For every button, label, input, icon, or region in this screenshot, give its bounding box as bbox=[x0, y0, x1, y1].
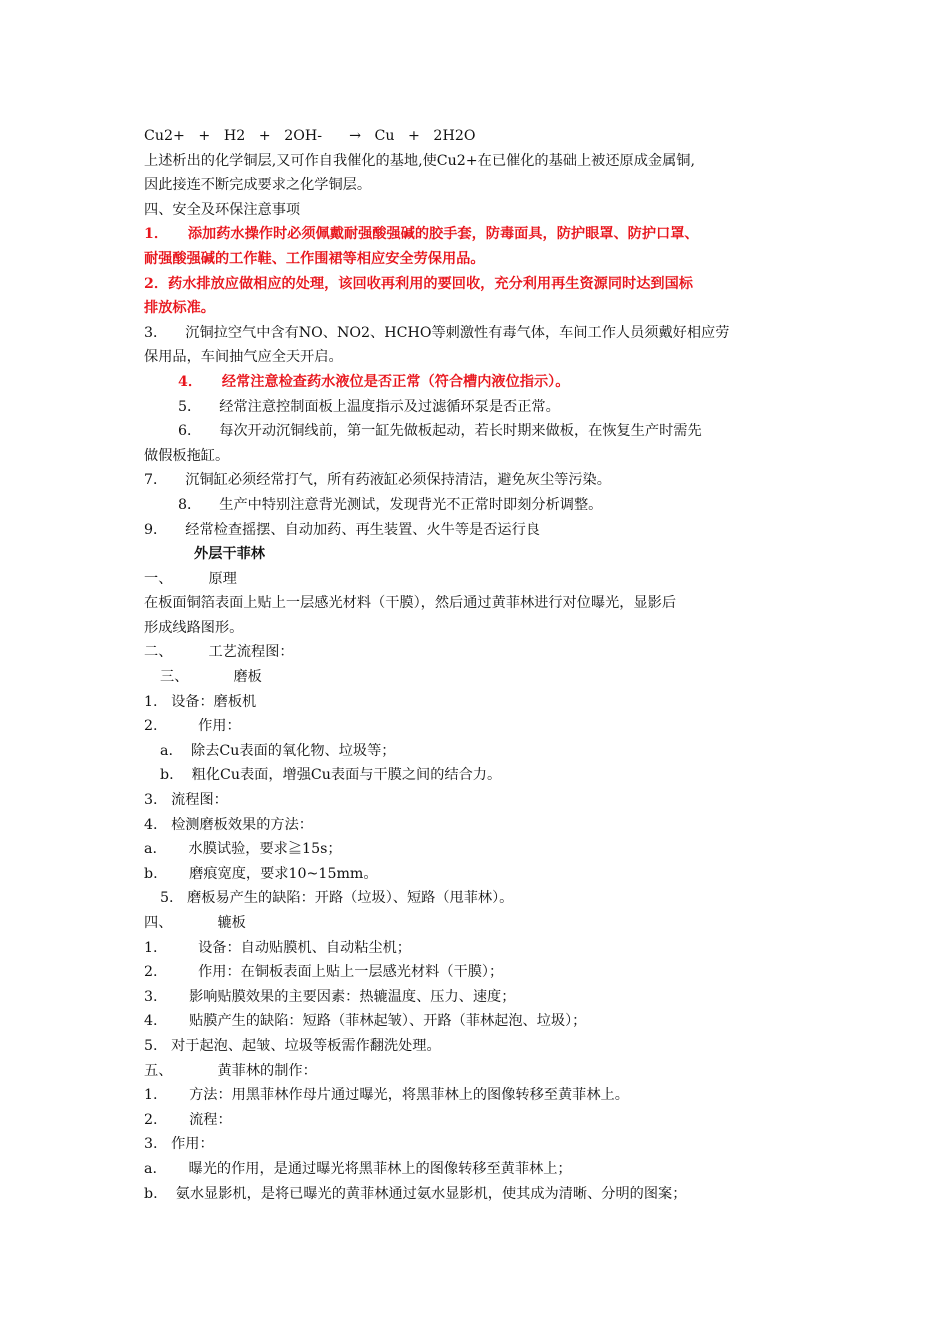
text-line: b. 粗化Cu表面，增强Cu表面与干膜之间的结合力。 bbox=[160, 767, 502, 784]
text-line: 4． 经常注意检查药水液位是否正常（符合槽内液位指示）。 bbox=[178, 373, 570, 390]
text-line: 形成线路图形。 bbox=[144, 619, 244, 636]
text-line: 3． 沉铜拉空气中含有NO、NO2、HCHO等刺激性有毒气体，车间工作人员须戴好相应劳 bbox=[144, 324, 730, 341]
text-line: 保用品，车间抽气应全天开启。 bbox=[144, 349, 343, 366]
text-line: 5． 经常注意控制面板上温度指示及过滤循环泵是否正常。 bbox=[178, 398, 560, 415]
text-line: 因此接连不断完成要求之化学铜层。 bbox=[144, 177, 372, 194]
text-line: 7． 沉铜缸必须经常打气，所有药液缸必须保持清洁，避免灰尘等污染。 bbox=[144, 472, 611, 489]
text-line: 2. 流程： bbox=[144, 1111, 232, 1128]
text-line: Cu2+ + H2 + 2OH- → Cu + 2H2O bbox=[144, 128, 476, 144]
text-line: 2．药水排放应做相应的处理，该回收再利用的要回收，充分利用再生资源同时达到国标 bbox=[144, 275, 693, 292]
text-line: 8． 生产中特别注意背光测试，发现背光不正常时即刻分析调整。 bbox=[178, 496, 603, 513]
text-line: 耐强酸强碱的工作鞋、工作围裙等相应安全劳保用品。 bbox=[144, 250, 485, 267]
text-line: 3. 流程图： bbox=[144, 792, 228, 809]
text-line: 二、 工艺流程图： bbox=[144, 644, 294, 661]
document-body bbox=[144, 124, 804, 1206]
section-heading: 外层干菲林 bbox=[194, 546, 265, 563]
text-line: 4. 贴膜产生的缺陷：短路（菲林起皱）、开路（菲林起泡、垃圾）； bbox=[144, 1013, 587, 1030]
text-line: 在板面铜箔表面上贴上一层感光材料（干膜），然后通过黄菲林进行对位曝光，显影后 bbox=[144, 595, 677, 612]
text-line: 1. 方法：用黑菲林作母片通过曝光，将黑菲林上的图像转移至黄菲林上。 bbox=[144, 1087, 629, 1104]
text-line: a. 曝光的作用，是通过曝光将黑菲林上的图像转移至黄菲林上； bbox=[144, 1160, 572, 1177]
text-line: 3. 影响贴膜效果的主要因素：热辘温度、压力、速度； bbox=[144, 988, 516, 1005]
text-line: a. 水膜试验，要求≧15s； bbox=[144, 841, 342, 858]
text-line: b. 氨水显影机，是将已曝光的黄菲林通过氨水显影机，使其成为清晰、分明的图案； bbox=[144, 1185, 687, 1202]
text-line: 一、 原理 bbox=[144, 570, 237, 587]
text-line: b. 磨痕宽度，要求10~15mm。 bbox=[144, 865, 378, 882]
text-line: 三、 磨板 bbox=[160, 669, 262, 686]
text-line: 四、安全及环保注意事项 bbox=[144, 201, 301, 218]
text-line: 1. 设备：磨板机 bbox=[144, 693, 257, 710]
text-line: 做假板拖缸。 bbox=[144, 447, 230, 464]
text-line: 2. 作用： bbox=[144, 718, 241, 735]
text-line: 五、 黄菲林的制作： bbox=[144, 1062, 317, 1079]
text-line: 四、 辘板 bbox=[144, 915, 246, 931]
text-line: 上述析出的化学铜层,又可作自我催化的基地,使Cu2+在已催化的基础上被还原成金属铜, bbox=[144, 152, 696, 169]
text-line: 4. 检测磨板效果的方法： bbox=[144, 816, 313, 833]
text-line: 5. 对于起泡、起皱、垃圾等板需作翻洗处理。 bbox=[144, 1037, 441, 1054]
text-line: 排放标准。 bbox=[144, 300, 215, 317]
text-line: 9． 经常检查摇摆、自动加药、再生装置、火牛等是否运行良 bbox=[144, 521, 540, 538]
text-line: 2. 作用：在铜板表面上贴上一层感光材料（干膜）； bbox=[144, 964, 504, 981]
text-line: 5. 磨板易产生的缺陷：开路（垃圾）、短路（甩菲林）。 bbox=[160, 890, 514, 907]
text-line: 1. 设备：自动贴膜机、自动粘尘机； bbox=[144, 939, 411, 956]
text-line: a. 除去Cu表面的氧化物、垃圾等； bbox=[160, 742, 396, 759]
text-line: 1． 添加药水操作时必须佩戴耐强酸强碱的胶手套，防毒面具，防护眼罩、防护口罩、 bbox=[144, 226, 699, 243]
text-line: 3. 作用： bbox=[144, 1136, 214, 1153]
text-line: 6． 每次开动沉铜线前，第一缸先做板起动，若长时期来做板，在恢复生产时需先 bbox=[178, 423, 702, 440]
